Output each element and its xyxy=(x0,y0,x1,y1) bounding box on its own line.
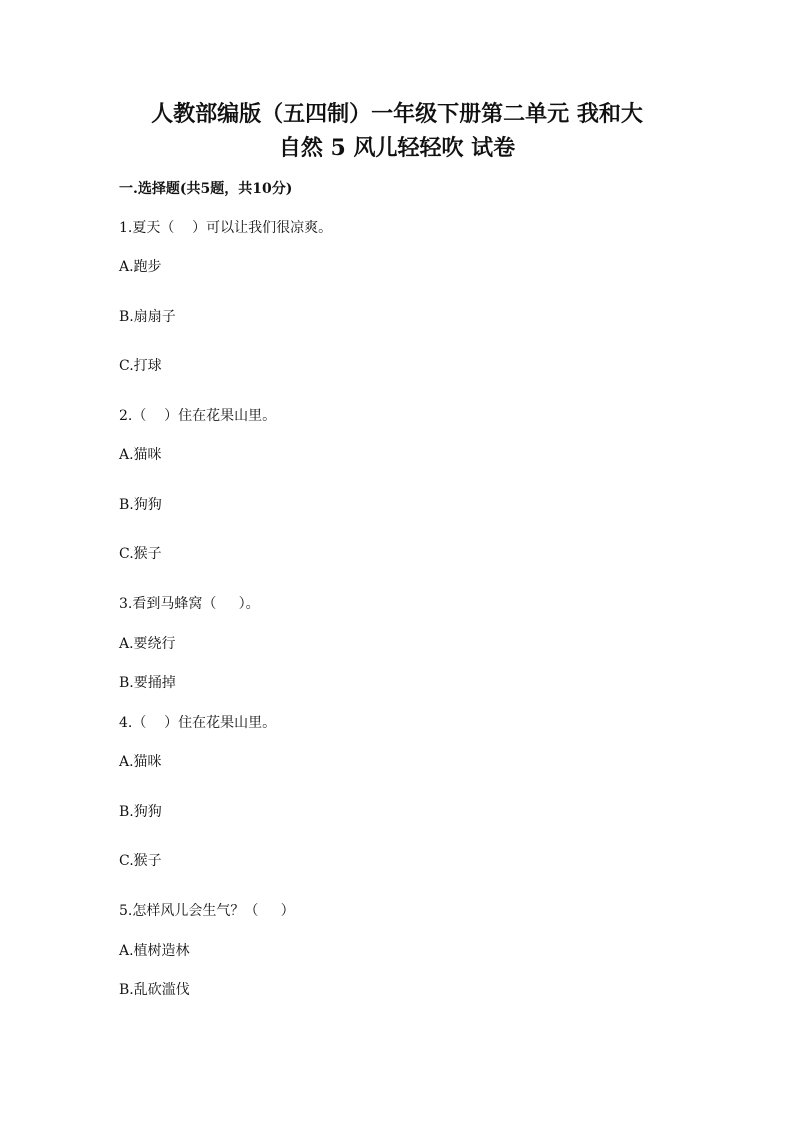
question-1-option-a: A.跑步 xyxy=(119,259,162,275)
question-3-option-a: A.要绕行 xyxy=(119,636,176,652)
question-3-stem: 3.看到马蜂窝（ ）。 xyxy=(119,596,260,612)
exam-title-line-2: 自然 5 风儿轻轻吹 试卷 xyxy=(278,135,516,161)
question-2-stem: 2.（ ）住在花果山里。 xyxy=(119,408,277,424)
question-1-option-b: B.扇扇子 xyxy=(119,309,176,325)
question-2-option-c: C.猴子 xyxy=(119,546,162,562)
question-4-option-b: B.狗狗 xyxy=(119,804,162,820)
question-4-option-a: A.猫咪 xyxy=(119,754,162,770)
question-3-option-b: B.要捅掉 xyxy=(119,675,176,691)
question-5-option-a: A.植树造林 xyxy=(119,943,190,959)
question-2-option-b: B.狗狗 xyxy=(119,497,162,513)
question-1-stem: 1.夏天（ ）可以让我们很凉爽。 xyxy=(119,220,333,236)
question-1-option-c: C.打球 xyxy=(119,358,162,374)
exam-title-line-1: 人教部编版（五四制）一年级下册第二单元 我和大 xyxy=(151,101,643,127)
question-4-option-c: C.猴子 xyxy=(119,853,162,869)
section-heading: 一.选择题(共5题，共10分) xyxy=(119,181,293,197)
question-4-stem: 4.（ ）住在花果山里。 xyxy=(119,715,277,731)
question-2-option-a: A.猫咪 xyxy=(119,447,162,463)
question-5-option-b: B.乱砍滥伐 xyxy=(119,982,190,998)
question-5-stem: 5.怎样风儿会生气？（ ） xyxy=(119,903,295,919)
